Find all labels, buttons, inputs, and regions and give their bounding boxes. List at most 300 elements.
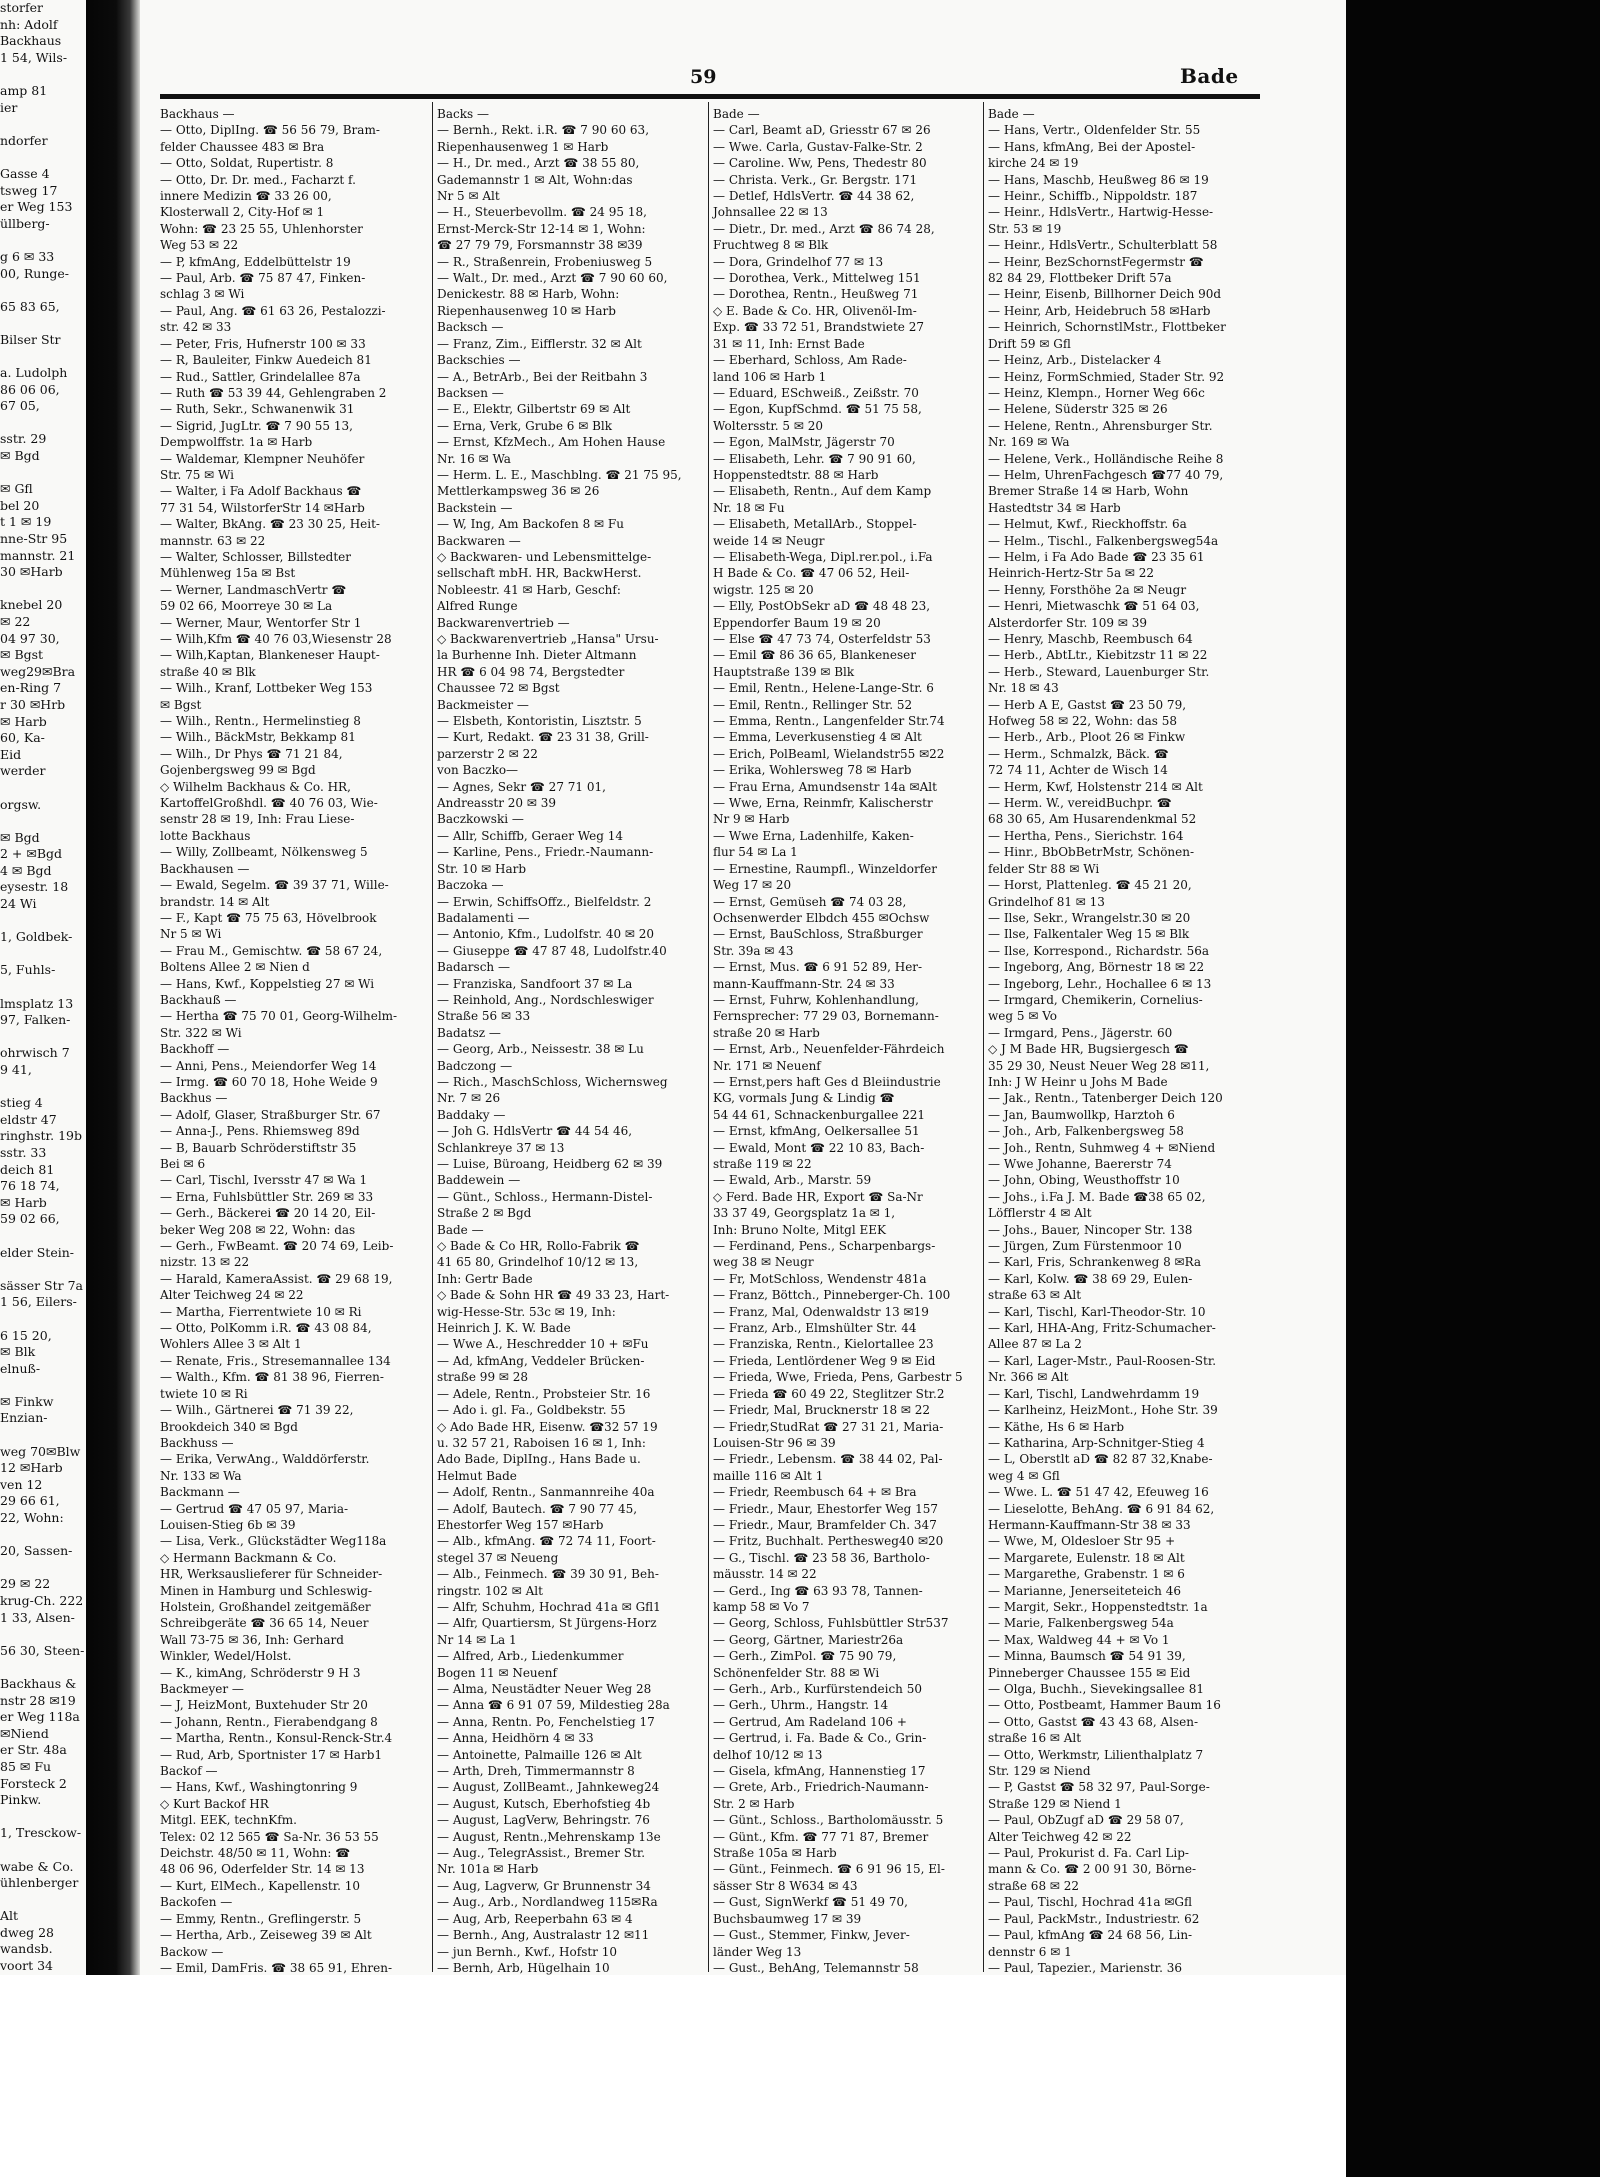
directory-entry-line: — Herb., AbtLtr., Kiebitzstr 11 ✉ 22 [988,648,1208,663]
directory-entry-line: Nr 14 ✉ La 1 [437,1632,517,1647]
directory-entry-line: Riepenhausenweg 10 ✉ Harb [437,303,616,318]
directory-entry-line: — Gerh., Bäckerei ☎ 20 14 20, Eil- [160,1206,376,1221]
directory-entry-line: straße 40 ✉ Blk [160,664,256,679]
directory-entry-line: — Heinz, Arb., Distelacker 4 [988,353,1162,368]
left-page-text-fragment: ✉ 22 [0,613,31,629]
directory-entry-line: straße 20 ✉ Harb [713,1025,820,1040]
directory-entry-line: — Ingeborg, Ang, Börnestr 18 ✉ 22 [988,960,1205,975]
directory-entry-line: — Else ☎ 47 73 74, Osterfeldstr 53 [713,632,931,646]
left-page-text-fragment: 5, Fuhls- [0,962,56,978]
directory-entry-line: Pinneberger Chaussee 155 ✉ Eid [988,1665,1191,1680]
left-page-text-fragment [0,282,86,299]
directory-entry-line: — Jan, Baumwollkp, Harztoh 6 [988,1107,1175,1122]
directory-entry-line: Inh: Gertr Bade [437,1271,533,1286]
directory-entry-line: flur 54 ✉ La 1 [713,845,798,860]
directory-entry-line: — Emmy, Rentn., Greflingerstr. 5 [160,1911,362,1926]
left-page-text-fragment [0,149,86,166]
left-page-text-fragment: 65 83 65, [0,298,60,314]
left-page-text-fragment: voort 34 [0,1958,53,1974]
left-page-text-fragment: ✉ Bgd [0,448,40,464]
directory-entry-line: — Ad, kfmAng, Veddeler Brücken- [437,1353,645,1368]
directory-entry-line: maille 116 ✉ Alt 1 [713,1468,824,1483]
directory-entry-line: — Franziska, Rentn., Kielortallee 23 [713,1337,934,1352]
directory-entry-line: — Hans, kfmAng, Bei der Apostel- [988,139,1196,154]
directory-entry-line: — Gust, SignWerkf ☎ 51 49 70, [713,1895,908,1910]
directory-entry-line: Backs — [437,107,489,121]
directory-entry-line: nizstr. 13 ✉ 22 [160,1255,250,1270]
directory-entry-line: — Emil, Rentn., Helene-Lange-Str. 6 [713,681,934,696]
directory-entry-line: — Ernst, Arb., Neuenfelder-Fährdeich [713,1042,945,1057]
directory-entry-line: — Irmgard, Pens., Jägerstr. 60 [988,1025,1173,1040]
left-page-text-fragment [0,1842,86,1859]
directory-entry-line: — Herm, Kwf, Holstenstr 214 ✉ Alt [988,779,1203,794]
left-page-text-fragment: 76 18 74, [0,1178,60,1194]
directory-column-1 [160,106,430,2058]
left-page-text-fragment [0,232,86,249]
directory-entry-line: Backhus — [160,1091,228,1106]
directory-entry-line: — Frieda ☎ 60 49 22, Steglitzer Str.2 [713,1386,945,1401]
directory-entry-line: — Wilh,Kaptan, Blankeneser Haupt- [160,648,380,663]
directory-entry-line: ◇ Ado Bade HR, Eisenw. ☎32 57 19 [437,1419,658,1434]
directory-entry-line: straße 119 ✉ 22 [713,1157,812,1171]
directory-entry-line: — Alb., kfmAng. ☎ 72 74 11, Foort- [437,1534,656,1549]
directory-entry-line: Backhuss — [160,1435,234,1450]
directory-entry-line: — Herm. W., vereidBuchpr. ☎ [988,796,1172,811]
directory-entry-line: Baddaky — [437,1107,506,1122]
left-page-text-fragment: 1 56, Eilers- [0,1294,77,1310]
directory-entry-line: — Georg, Gärtner, Mariestr26a [713,1632,904,1647]
directory-entry-line: Bei ✉ 6 [160,1157,206,1171]
left-page-text-fragment: 1, Tresckow- [0,1825,82,1841]
directory-entry-line: Backmeister — [437,697,529,712]
directory-entry-line: — Emil, Rentn., Rellinger Str. 52 [713,697,913,712]
directory-entry-line: Alsterdorfer Str. 109 ✉ 39 [988,615,1148,630]
directory-entry-line: Nr. 171 ✉ Neuenf [713,1058,821,1073]
page-margin-bottom [0,1975,1346,2177]
left-page-text-fragment: 20, Sassen- [0,1543,73,1559]
directory-entry-line: — Erna, Fuhlsbüttler Str. 269 ✉ 33 [160,1189,374,1204]
directory-entry-line: — Bernh., Ang, Australastr 12 ✉11 [437,1928,650,1943]
left-page-text-fragment: amp 81 [0,82,48,98]
directory-entry-line: — Sigrid, JugLtr. ☎ 7 90 55 13, [160,418,353,433]
directory-entry-line: — R., Straßenrein, Frobeniusweg 5 [437,254,653,269]
directory-entry-line: — Minna, Baumsch ☎ 54 91 39, [988,1649,1186,1664]
directory-entry-line: weide 14 ✉ Neugr [713,533,825,548]
directory-entry-line: — Ilse, Sekr., Wrangelstr.30 ✉ 20 [988,910,1191,925]
left-page-text-fragment [0,946,86,963]
directory-entry-line: — Emil, DamFris. ☎ 38 65 91, Ehren- [160,1960,393,1975]
directory-entry-line: — Ewald, Arb., Marstr. 59 [713,1173,872,1188]
left-page-text-fragment [0,913,86,930]
scan-background [1346,0,1600,2177]
page-number: 59 [690,66,717,88]
column-divider [983,102,984,1972]
book-gutter [86,0,140,2000]
left-page-fragment [0,0,86,2000]
left-page-text-fragment [0,1527,86,1544]
directory-entry-line: Bade — [988,107,1035,121]
directory-entry-line: — Ernst, Gemüseh ☎ 74 03 28, [713,894,907,909]
directory-entry-line: — Ernst, Mus. ☎ 6 91 52 89, Her- [713,960,923,975]
directory-entry-line: — Karl, HHA-Ang, Fritz-Schumacher- [988,1321,1216,1336]
left-page-text-fragment: Gasse 4 [0,165,50,181]
directory-entry-line: mäusstr. 14 ✉ 22 [713,1567,817,1582]
directory-entry-line: — Gerh., ZimPol. ☎ 75 90 79, [713,1649,897,1664]
directory-entry-line: — Gertrud, Am Radeland 106 + [713,1714,907,1729]
left-page-text-fragment: nh: Adolf [0,16,58,32]
directory-entry-line: Ochsenwerder Elbdch 455 ✉Ochsw [713,910,930,925]
directory-entry-line: — Eberhard, Schloss, Am Rade- [713,353,907,368]
directory-entry-line: KG, vormals Jung & Lindig ☎ [713,1091,895,1106]
directory-entry-line: — Otto, Dr. Dr. med., Facharzt f. [160,172,356,187]
directory-entry-line: — Heinr, Eisenb, Billhorner Deich 90d [988,287,1222,302]
directory-entry-line: — Erika, VerwAng., Walddörferstr. [160,1452,370,1467]
directory-entry-line: Johnsallee 22 ✉ 13 [713,205,828,220]
directory-entry-line: — Ernestine, Raumpfl., Winzeldorfer [713,861,937,876]
directory-entry-line: — Wilh,Kfm ☎ 40 76 03,Wiesenstr 28 [160,632,392,646]
directory-entry-line: — Paul, Ang. ☎ 61 63 26, Pestalozzi- [160,303,386,318]
directory-entry-line: Badarsch — [437,960,510,975]
directory-entry-line: — Helene, Verk., Holländische Reihe 8 [988,451,1224,466]
directory-entry-line: — Rich., MaschSchloss, Wichernsweg [437,1074,668,1089]
directory-entry-line: — Karlheinz, HeizMont., Hohe Str. 39 [988,1403,1218,1418]
directory-entry-line: — Georg, Schloss, Fuhlsbüttler Str537 [713,1616,949,1631]
directory-entry-line: Ado Bade, DiplIng., Hans Bade u. [437,1452,641,1467]
directory-entry-line: Nr. 101a ✉ Harb [437,1862,539,1877]
directory-entry-line: wigstr. 125 ✉ 20 [713,582,814,597]
directory-entry-line: 59 02 66, Moorreye 30 ✉ La [160,599,333,614]
directory-entry-line: — G., Tischl. ☎ 23 58 36, Bartholo- [713,1550,930,1565]
directory-entry-line: Louisen-Stieg 6b ✉ 39 [160,1517,296,1532]
directory-entry-line: weg 4 ✉ Gfl [988,1468,1060,1483]
directory-entry-line: — Caroline. Ww, Pens, Thedestr 80 [713,156,927,171]
directory-entry-line: — Heinr., Schiffb., Nippoldstr. 187 [988,189,1198,204]
left-page-text-fragment: t 1 ✉ 19 [0,514,52,530]
directory-entry-line: — Heinr., HdlsVertr., Schulterblatt 58 [988,238,1218,253]
directory-entry-line: — Gust., BehAng, Telemannstr 58 [713,1960,919,1975]
directory-entry-line: — Wilh., Gärtnerei ☎ 71 39 22, [160,1403,354,1418]
directory-entry-line: Backmeyer — [160,1682,244,1696]
left-page-text-fragment: 56 30, Steen- [0,1642,85,1658]
directory-entry-line: Straße 56 ✉ 33 [437,1009,531,1024]
directory-entry-line: — Paul, kfmAng ☎ 24 68 56, Lin- [988,1928,1193,1943]
directory-entry-line: Backhausen — [160,861,250,876]
directory-entry-line: Nr. 133 ✉ Wa [160,1468,242,1483]
left-page-text-fragment [0,465,86,482]
directory-entry-line: — Hinr., BbObBetrMstr, Schönen- [988,845,1195,860]
directory-entry-line: weg 5 ✉ Vo [988,1009,1057,1024]
left-page-text-fragment: wandsb. [0,1941,53,1957]
left-page-text-fragment [0,1261,86,1278]
directory-entry-line: — L, Oberstlt aD ☎ 82 87 32,Knabe- [988,1452,1213,1467]
directory-entry-line: Andreasstr 20 ✉ 39 [437,796,556,811]
left-page-text-fragment: 4 ✉ Bgd [0,862,52,878]
directory-entry-line: ◇ Backwaren- und Lebensmittelge- [437,549,652,564]
directory-entry-line: — Lisa, Verk., Glückstädter Weg118a [160,1534,387,1549]
left-page-text-fragment: 1 33, Alsen- [0,1609,75,1625]
left-page-text-fragment: 00, Runge- [0,265,69,281]
directory-entry-line: — Dora, Grindelhof 77 ✉ 13 [713,254,884,269]
directory-entry-line: Grindelhof 81 ✉ 13 [988,894,1105,909]
directory-entry-line: — Ilse, Falkentaler Weg 15 ✉ Blk [988,927,1190,942]
directory-entry-line: brandstr. 14 ✉ Alt [160,894,270,909]
directory-entry-line: — August, ZollBeamt., Jahnkeweg24 [437,1780,660,1795]
directory-entry-line: — Elisabeth, Lehr. ☎ 7 90 91 60, [713,451,916,466]
left-page-text-fragment: 29 ✉ 22 [0,1576,51,1592]
directory-entry-line: — Gerh., Uhrm., Hangstr. 14 [713,1698,889,1713]
left-page-text-fragment: ✉ Finkw [0,1393,54,1409]
left-page-text-fragment [0,1079,86,1096]
directory-entry-line: Baddewein — [437,1173,521,1188]
directory-entry-line: — August, Kutsch, Eberhofstieg 4b [437,1796,651,1811]
directory-entry-line: — Otto, Postbeamt, Hammer Baum 16 [988,1698,1221,1713]
directory-entry-line: — Aug., TelegrAssist., Bremer Str. [437,1846,646,1861]
directory-entry-line: — Wilh., Kranf, Lottbeker Weg 153 [160,681,373,696]
directory-entry-line: — A., BetrArb., Bei der Reitbahn 3 [437,369,648,384]
left-page-text-fragment: 2 + ✉Bgd [0,846,63,862]
directory-entry-line: straße 68 ✉ 22 [988,1878,1080,1893]
directory-entry-line: — Walt., Dr. med., Arzt ☎ 7 90 60 60, [437,271,668,286]
directory-entry-line: — August, LagVerw, Behringstr. 76 [437,1813,650,1828]
directory-entry-line: Badatsz — [437,1025,501,1040]
left-page-text-fragment: Bilser Str [0,331,61,347]
directory-entry-line: weg 38 ✉ Neugr [713,1255,814,1270]
directory-entry-line: — J, HeizMont, Buxtehuder Str 20 [160,1698,368,1713]
directory-entry-line: — Wilh., Rentn., Hermelinstieg 8 [160,714,361,729]
directory-entry-line: — H., Steuerbevollm. ☎ 24 95 18, [437,205,647,220]
directory-entry-line: — Detlef, HdlsVertr. ☎ 44 38 62, [713,189,915,204]
directory-entry-line: — Ferdinand, Pens., Scharpenbargs- [713,1239,936,1254]
directory-entry-line: — Jürgen, Zum Fürstenmoor 10 [988,1239,1182,1254]
directory-entry-line: — Wwe Johanne, Baererstr 74 [988,1157,1172,1171]
directory-entry-line: — Kurt, Redakt. ☎ 23 31 38, Grill- [437,730,649,745]
directory-entry-line: la Burhenne Inh. Dieter Altmann [437,648,637,663]
directory-entry-line: — Elisabeth, Rentn., Auf dem Kamp [713,484,932,499]
directory-entry-line: — Walter, BkAng. ☎ 23 30 25, Heit- [160,517,380,532]
left-page-text-fragment: deich 81 [0,1161,55,1177]
directory-entry-line: ◇ Kurt Backof HR [160,1796,269,1811]
directory-entry-line: Klosterwall 2, City-Hof ✉ 1 [160,205,325,220]
left-page-text-fragment [0,1228,86,1245]
directory-entry-line: — Arth, Dreh, Timmermannstr 8 [437,1764,635,1779]
left-page-text-fragment: 9 41, [0,1062,32,1077]
left-page-text-fragment [0,780,86,797]
directory-entry-line: — F., Kapt ☎ 75 75 63, Hövelbrook [160,910,377,925]
directory-entry-line: — Paul, Tischl, Hochrad 41a ✉Gfl [988,1895,1193,1910]
directory-entry-line: Bade — [713,107,760,121]
directory-entry-line: twiete 10 ✉ Ri [160,1386,248,1401]
directory-entry-line: — Frieda, Lentlördener Weg 9 ✉ Eid [713,1353,936,1368]
left-page-text-fragment: ✉ Bgst [0,647,44,663]
directory-entry-line: — Adolf, Bautech. ☎ 7 90 77 45, [437,1501,638,1516]
directory-entry-line: — Alb., Feinmech. ☎ 39 30 91, Beh- [437,1567,659,1582]
column-divider [708,102,709,1972]
directory-entry-line: — Wwe Erna, Ladenhilfe, Kaken- [713,828,914,843]
left-page-text-fragment: 60, Ka- [0,730,45,746]
directory-entry-line: 54 44 61, Schnackenburgallee 221 [713,1107,926,1122]
directory-entry-line: — Ilse, Korrespond., Richardstr. 56a [988,943,1209,958]
directory-entry-line: Backof — [160,1764,218,1779]
directory-entry-line: Bogen 11 ✉ Neuenf [437,1665,557,1680]
directory-entry-line: Straße 2 ✉ Bgd [437,1206,532,1221]
left-page-text-fragment: ✉ Gfl [0,481,33,497]
directory-entry-line: — Wwe, M, Oldesloer Str 95 + [988,1534,1176,1549]
directory-entry-line: Nr 5 ✉ Alt [437,189,500,204]
directory-entry-line: — Karl, Kolw. ☎ 38 69 29, Eulen- [988,1271,1193,1286]
directory-entry-line: — Christa. Verk., Gr. Bergstr. 171 [713,172,918,187]
left-page-text-fragment: Pinkw. [0,1792,42,1808]
directory-entry-line: Backwarenvertrieb — [437,615,570,630]
directory-entry-line: — Alma, Neustädter Neuer Weg 28 [437,1682,652,1696]
directory-entry-line: — Walth., Kfm. ☎ 81 38 96, Fierren- [160,1370,384,1385]
directory-entry-line: Fruchtweg 8 ✉ Blk [713,238,829,253]
directory-entry-line: — Karline, Pens., Friedr.-Naumann- [437,845,654,860]
left-page-text-fragment: ✉ Harb [0,1194,47,1210]
directory-entry-line: Buchsbaumweg 17 ✉ 39 [713,1911,862,1926]
directory-entry-line: — Helmut, Kwf., Rieckhoffstr. 6a [988,517,1187,532]
directory-entry-line: Backhauß — [160,992,237,1007]
directory-entry-line: — Margarethe, Grabenstr. 1 ✉ 6 [988,1567,1185,1582]
directory-entry-line: — Herm. L. E., Maschblng. ☎ 21 75 95, [437,467,682,482]
directory-entry-line: — Frau M., Gemischtw. ☎ 58 67 24, [160,943,383,958]
left-page-text-fragment: 6 15 20, [0,1327,52,1343]
directory-entry-line: KartoffelGroßhdl. ☎ 40 76 03, Wie- [160,796,378,811]
directory-entry-line: HR, Werksauslieferer für Schneider- [160,1567,383,1582]
directory-entry-line: Minen in Hamburg und Schleswig- [160,1583,373,1598]
directory-entry-line: — Olga, Buchh., Sievekingsallee 81 [988,1682,1204,1696]
directory-entry-line: — Agnes, Sekr ☎ 27 71 01, [437,779,606,794]
directory-entry-line: — Franziska, Sandfoort 37 ✉ La [437,976,633,991]
left-page-text-fragment: Enzian- [0,1410,48,1426]
directory-entry-line: Backhaus — [160,107,235,121]
directory-entry-line: — Friedr., Maur, Bramfelder Ch. 347 [713,1517,937,1532]
running-header: Bade [1180,64,1239,88]
directory-entry-line: — Hans, Maschb, Heußweg 86 ✉ 19 [988,172,1209,187]
directory-entry-line: u. 32 57 21, Raboisen 16 ✉ 1, Inh: [437,1435,646,1450]
directory-entry-line: ◇ Ferd. Bade HR, Export ☎ Sa-Nr [713,1189,923,1204]
directory-entry-line: — Karl, Lager-Mstr., Paul-Roosen-Str. [988,1353,1217,1368]
directory-entry-line: Straße 105a ✉ Harb [713,1846,837,1861]
directory-entry-line: Hastedtstr 34 ✉ Harb [988,500,1121,515]
directory-entry-line: — Friedr, Mal, Brucknerstr 18 ✉ 22 [713,1403,931,1418]
directory-entry-line: — Joh., Rentn, Suhmweg 4 + ✉Niend [988,1140,1216,1155]
directory-entry-line: — Ruth, Sekr., Schwanenwik 31 [160,402,355,417]
left-page-text-fragment: ven 12 [0,1476,43,1492]
left-page-text-fragment: g 6 ✉ 33 [0,248,55,264]
directory-entry-line: — Paul, Prokurist d. Fa. Carl Lip- [988,1846,1189,1861]
directory-entry-line: — Gerh., FwBeamt. ☎ 20 74 69, Leib- [160,1239,394,1254]
directory-entry-line: Winkler, Wedel/Holst. [160,1649,292,1664]
directory-entry-line: — Herb., Arb., Ploot 26 ✉ Finkw [988,730,1186,745]
directory-column-3 [713,106,983,2124]
left-page-text-fragment: 22, Wohn: [0,1510,64,1526]
directory-entry-line: — Alfr, Quartiersm, St Jürgens-Horz [437,1616,657,1631]
directory-entry-line: ◇ Bade & Co HR, Rollo-Fabrik ☎ [437,1239,640,1254]
directory-entry-line: ☎ 27 79 79, Forsmannstr 38 ✉39 [437,238,643,253]
directory-entry-line: — Erich, PolBeaml, Wielandstr55 ✉22 [713,746,945,761]
directory-entry-line: — Friedr., Maur, Ehestorfer Weg 157 [713,1501,939,1516]
left-page-text-fragment: ✉ Blk [0,1344,36,1360]
directory-entry-line: — Martha, Fierrentwiete 10 ✉ Ri [160,1304,362,1319]
left-page-text-fragment: knebel 20 [0,597,63,613]
directory-entry-line: — Heinr, Arb, Heidebruch 58 ✉Harb [988,303,1211,318]
directory-entry-line: — Bernh., Rekt. i.R. ☎ 7 90 60 63, [437,123,650,138]
directory-entry-line: — Ewald, Segelm. ☎ 39 37 71, Wille- [160,878,389,893]
left-page-text-fragment: orgsw. [0,796,42,812]
directory-entry-line: — Gisela, kfmAng, Hannenstieg 17 [713,1764,926,1779]
left-page-text-fragment: ringhstr. 19b [0,1128,82,1144]
directory-entry-line: — Friedr., Lebensm. ☎ 38 44 02, Pal- [713,1452,943,1467]
directory-entry-line: — Elisabeth-Wega, Dipl.rer.pol., i.Fa [713,549,933,564]
directory-entry-line: — Max, Waldweg 44 + ✉ Vo 1 [988,1632,1170,1647]
left-page-text-fragment: 97, Falken- [0,1012,71,1028]
directory-entry-line: — K., kimAng, Schröderstr 9 H 3 [160,1665,361,1680]
directory-entry-line: — Otto, Gastst ☎ 43 43 68, Alsen- [988,1714,1199,1729]
directory-entry-line: stegel 37 ✉ Neueng [437,1550,559,1565]
directory-entry-line: Wall 73-75 ✉ 36, Inh: Gerhard [160,1632,344,1647]
directory-entry-line: — Hans, Kwf., Washingtonring 9 [160,1780,358,1795]
directory-entry-line: — W, Ing, Am Backofen 8 ✉ Fu [437,517,624,532]
directory-entry-line: Wohn: ☎ 23 25 55, Uhlenhorster [160,221,363,236]
directory-entry-line: Ehestorfer Weg 157 ✉Harb [437,1517,604,1532]
left-page-text-fragment [0,1427,86,1444]
directory-entry-line: 33 37 49, Georgsplatz 1a ✉ 1, [713,1206,896,1221]
directory-column-2 [437,106,707,2140]
directory-entry-line: straße 16 ✉ Alt [988,1731,1082,1746]
directory-entry-line: — Egon, KupfSchmd. ☎ 51 75 58, [713,402,922,417]
directory-entry-line: Mühlenweg 15a ✉ Bst [160,566,296,581]
left-page-text-fragment: a. Ludolph [0,365,68,381]
directory-entry-line: — Gertrud ☎ 47 05 97, Maria- [160,1501,349,1516]
directory-entry-line: — Johs., i.Fa J. M. Bade ☎38 65 02, [988,1189,1206,1204]
directory-entry-line: Str. 2 ✉ Harb [713,1796,795,1811]
directory-entry-line: — Werner, Maur, Wentorfer Str 1 [160,615,362,630]
directory-entry-line: — Marianne, Jenerseiteteich 46 [988,1583,1181,1598]
directory-entry-line: — Otto, PolKomm i.R. ☎ 43 08 84, [160,1321,372,1336]
directory-entry-line: Baczoka — [437,878,504,893]
directory-entry-line: 72 74 11, Achter de Wisch 14 [988,763,1168,778]
left-page-text-fragment: nne-Str 95 [0,531,68,546]
directory-entry-line: — Friedr,StudRat ☎ 27 31 21, Maria- [713,1419,944,1434]
left-page-text-fragment: 59 02 66, [0,1211,60,1227]
directory-entry-line: — Emil ☎ 86 36 65, Blankeneser [713,648,917,663]
directory-entry-line: land 106 ✉ Harb 1 [713,369,827,384]
directory-entry-line: — Ernst, KfzMech., Am Hohen Hause [437,435,666,450]
directory-entry-line: Backsen — [437,385,504,400]
directory-entry-line: — Bernh, Arb, Hügelhain 10 [437,1960,610,1975]
directory-entry-line: — Harald, KameraAssist. ☎ 29 68 19, [160,1271,393,1286]
directory-entry-line: — Helm, UhrenFachgesch ☎77 40 79, [988,467,1224,482]
left-page-text-fragment: mannstr. 21 [0,547,76,563]
directory-entry-line: — Wilh., Dr Phys ☎ 71 21 84, [160,746,343,761]
left-page-text-fragment: er Weg 118a [0,1709,80,1725]
directory-entry-line: Nr. 7 ✉ 26 [437,1091,501,1106]
directory-entry-line: — Ernst, BauSchloss, Straßburger [713,927,923,942]
directory-entry-line: Exp. ☎ 33 72 51, Brandstwiete 27 [713,320,924,335]
left-page-text-fragment [0,315,86,332]
directory-entry-line: Riepenhausenweg 1 ✉ Harb [437,139,609,154]
directory-entry-line: — Karl, Tischl, Karl-Theodor-Str. 10 [988,1304,1206,1319]
left-page-text-fragment: stieg 4 [0,1095,43,1111]
directory-entry-line: Nr. 18 ✉ Fu [713,500,785,515]
left-page-text-fragment: Forsteck 2 [0,1775,67,1791]
directory-entry-line: — Wilh., BäckMstr, Bekkamp 81 [160,730,356,745]
directory-entry-line: Dempwolffstr. 1a ✉ Harb [160,435,313,450]
directory-entry-line: — Käthe, Hs 6 ✉ Harb [988,1419,1125,1434]
directory-entry-line: — Renate, Fris., Stresemannallee 134 [160,1353,391,1368]
directory-entry-line: Deichstr. 48/50 ✉ 11, Wohn: ☎ [160,1846,351,1861]
directory-entry-line: Badalamenti — [437,910,530,925]
